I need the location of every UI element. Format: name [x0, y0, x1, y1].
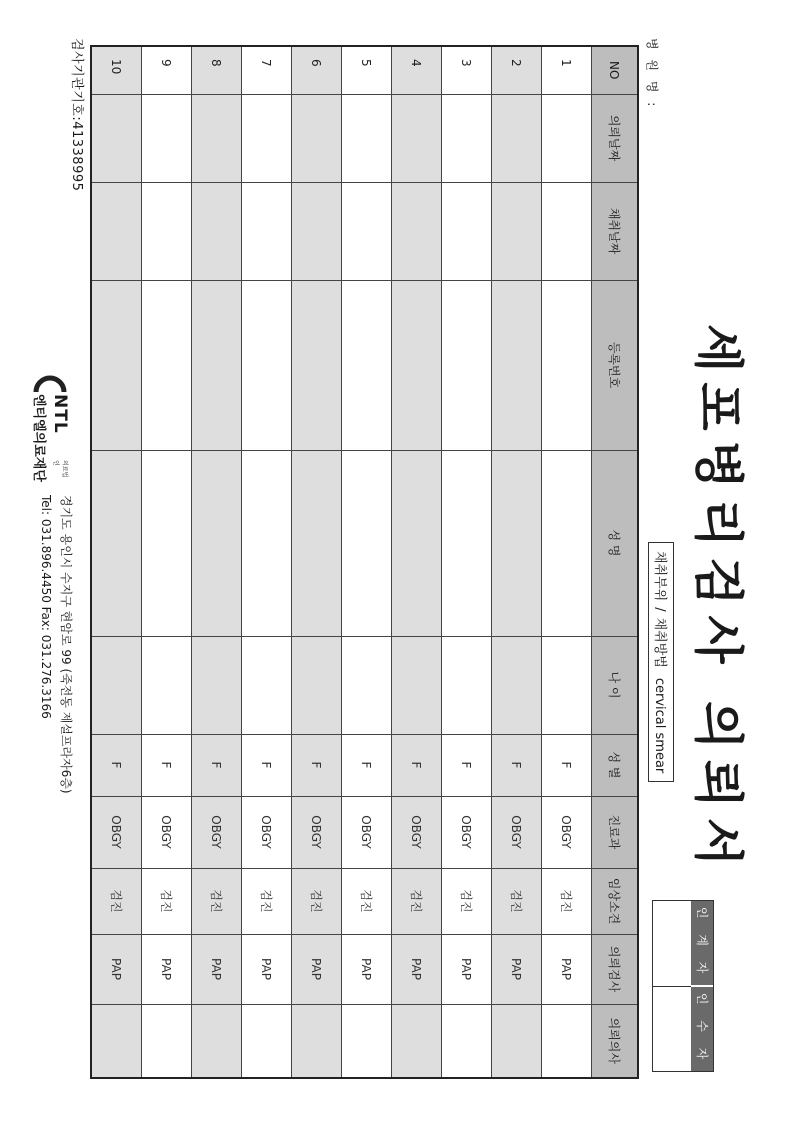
- table-row: [342, 46, 392, 1078]
- registration-no-cell[interactable]: [292, 280, 342, 450]
- requested-test-cell: PAP: [91, 934, 142, 1004]
- sex-cell: F: [542, 734, 592, 796]
- col-header-age: 나 이: [592, 636, 639, 734]
- department-cell: OBGY: [192, 796, 242, 868]
- requested-test-cell: PAP: [542, 934, 592, 1004]
- age-cell[interactable]: [142, 636, 192, 734]
- registration-no-cell[interactable]: [542, 280, 592, 450]
- col-header-request-date: 의뢰날짜: [592, 94, 639, 182]
- request-date-cell[interactable]: [192, 94, 242, 182]
- requested-test-cell: PAP: [442, 934, 492, 1004]
- requested-test-cell: PAP: [492, 934, 542, 1004]
- age-cell[interactable]: [442, 636, 492, 734]
- sex-cell: F: [91, 734, 142, 796]
- collection-date-cell[interactable]: [242, 182, 292, 280]
- registration-no-cell[interactable]: [342, 280, 392, 450]
- clinical-findings-cell: 검진: [492, 868, 542, 934]
- department-cell: OBGY: [242, 796, 292, 868]
- clinical-findings-cell: 검진: [342, 868, 392, 934]
- registration-no-cell[interactable]: [142, 280, 192, 450]
- row-no: 1: [542, 46, 592, 94]
- acceptor-signature-field[interactable]: [653, 987, 691, 1072]
- row-no: 10: [91, 46, 142, 94]
- handover-box: [652, 900, 714, 1072]
- name-cell[interactable]: [292, 450, 342, 636]
- clinical-findings-cell: 검진: [392, 868, 442, 934]
- age-cell[interactable]: [242, 636, 292, 734]
- table-row: [142, 46, 192, 1078]
- requested-test-cell: PAP: [392, 934, 442, 1004]
- department-cell: OBGY: [392, 796, 442, 868]
- specimen-site-label: 채취부위: [652, 551, 667, 602]
- collection-date-cell[interactable]: [492, 182, 542, 280]
- col-header-clinical-findings: 임상소견: [592, 868, 639, 934]
- age-cell[interactable]: [492, 636, 542, 734]
- department-cell: OBGY: [342, 796, 392, 868]
- sex-cell: F: [142, 734, 192, 796]
- clinical-findings-cell: 검진: [142, 868, 192, 934]
- receiver-label: 인 계 자: [691, 901, 713, 987]
- logo-brand: NTL: [50, 394, 70, 434]
- department-cell: OBGY: [442, 796, 492, 868]
- registration-no-cell[interactable]: [91, 280, 142, 450]
- requesting-doctor-cell[interactable]: [292, 1004, 342, 1078]
- registration-no-cell[interactable]: [492, 280, 542, 450]
- request-date-cell[interactable]: [292, 94, 342, 182]
- row-no: 8: [192, 46, 242, 94]
- requested-test-cell: PAP: [192, 934, 242, 1004]
- department-cell: OBGY: [142, 796, 192, 868]
- clinical-findings-cell: 검진: [442, 868, 492, 934]
- collection-date-cell[interactable]: [542, 182, 592, 280]
- department-cell: OBGY: [542, 796, 592, 868]
- requesting-doctor-cell[interactable]: [242, 1004, 292, 1078]
- collection-date-cell[interactable]: [142, 182, 192, 280]
- institution-code: 검사기관기호:41338995: [69, 38, 84, 192]
- sex-cell: F: [392, 734, 442, 796]
- collection-date-cell[interactable]: [91, 182, 142, 280]
- form-title: 세포병리검사 의뢰서: [689, 323, 747, 877]
- row-no: 6: [292, 46, 342, 94]
- table-row: [542, 46, 592, 1078]
- row-no: 4: [392, 46, 442, 94]
- name-cell[interactable]: [492, 450, 542, 636]
- name-cell[interactable]: [542, 450, 592, 636]
- request-date-cell[interactable]: [142, 94, 192, 182]
- sex-cell: F: [242, 734, 292, 796]
- request-date-cell[interactable]: [442, 94, 492, 182]
- specimen-separator: /: [652, 607, 667, 612]
- row-no: 5: [342, 46, 392, 94]
- row-no: 9: [142, 46, 192, 94]
- registration-no-cell[interactable]: [242, 280, 292, 450]
- age-cell[interactable]: [192, 636, 242, 734]
- requesting-doctor-cell[interactable]: [392, 1004, 442, 1078]
- row-no: 2: [492, 46, 542, 94]
- request-date-cell[interactable]: [542, 94, 592, 182]
- requesting-doctor-cell[interactable]: [91, 1004, 142, 1078]
- request-date-cell[interactable]: [392, 94, 442, 182]
- col-header-name: 성 명: [592, 450, 639, 636]
- col-header-no: NO: [592, 46, 639, 94]
- sex-cell: F: [192, 734, 242, 796]
- age-cell[interactable]: [392, 636, 442, 734]
- table-row: [392, 46, 442, 1078]
- specimen-method-label: 채취방법: [652, 617, 667, 668]
- clinical-findings-cell: 검진: [242, 868, 292, 934]
- requesting-doctor-cell[interactable]: [342, 1004, 392, 1078]
- receiver-signature-field[interactable]: [653, 901, 691, 987]
- requesting-doctor-cell[interactable]: [442, 1004, 492, 1078]
- registration-no-cell[interactable]: [192, 280, 242, 450]
- name-cell[interactable]: [392, 450, 442, 636]
- specimen-value: cervical smear: [652, 677, 667, 774]
- ntl-logo: [26, 372, 74, 482]
- handover-signature-area: [653, 901, 691, 1071]
- request-date-cell[interactable]: [242, 94, 292, 182]
- col-header-department: 진료과: [592, 796, 639, 868]
- requested-test-cell: PAP: [142, 934, 192, 1004]
- clinical-findings-cell: 검진: [292, 868, 342, 934]
- collection-date-cell[interactable]: [442, 182, 492, 280]
- acceptor-label: 인 수 자: [695, 992, 709, 1066]
- specimen-info-box: [648, 542, 674, 782]
- sex-cell: F: [442, 734, 492, 796]
- footer-address: 경기도 용인시 수지구 현암로 99 (죽전동 제설프라자6층): [59, 495, 73, 794]
- col-header-requested-test: 의뢰검사: [592, 934, 639, 1004]
- name-cell[interactable]: [192, 450, 242, 636]
- handover-header: [691, 901, 713, 1071]
- col-header-requesting-doctor: 의뢰의사: [592, 1004, 639, 1078]
- logo-small-text: 의료법인: [52, 460, 68, 478]
- col-header-sex: 성 별: [592, 734, 639, 796]
- row-no: 7: [242, 46, 292, 94]
- age-cell[interactable]: [342, 636, 392, 734]
- logo-foundation-name: 엔티엘의료재단: [31, 394, 46, 482]
- registration-no-cell[interactable]: [442, 280, 492, 450]
- requesting-doctor-cell[interactable]: [542, 1004, 592, 1078]
- collection-date-cell[interactable]: [192, 182, 242, 280]
- name-cell[interactable]: [442, 450, 492, 636]
- department-cell: OBGY: [492, 796, 542, 868]
- requested-test-cell: PAP: [242, 934, 292, 1004]
- sex-cell: F: [492, 734, 542, 796]
- request-date-cell[interactable]: [492, 94, 542, 182]
- table-row: [91, 46, 142, 1078]
- request-date-cell[interactable]: [342, 94, 392, 182]
- table-row: [292, 46, 342, 1078]
- requested-test-cell: PAP: [342, 934, 392, 1004]
- table-row: [242, 46, 292, 1078]
- name-cell[interactable]: [242, 450, 292, 636]
- requesting-doctor-cell[interactable]: [192, 1004, 242, 1078]
- hospital-name-label: 병 원 명 :: [645, 38, 659, 110]
- name-cell[interactable]: [342, 450, 392, 636]
- department-cell: OBGY: [292, 796, 342, 868]
- col-header-registration-no: 등록번호: [592, 280, 639, 450]
- sex-cell: F: [292, 734, 342, 796]
- row-no: 3: [442, 46, 492, 94]
- registration-no-cell[interactable]: [392, 280, 442, 450]
- request-table: [90, 45, 639, 1079]
- clinical-findings-cell: 검진: [192, 868, 242, 934]
- name-cell[interactable]: [142, 450, 192, 636]
- table-row: [192, 46, 242, 1078]
- collection-date-cell[interactable]: [392, 182, 442, 280]
- footer-contact: Tel: 031.896.4450 Fax: 031.276.3166: [39, 495, 53, 719]
- collection-date-cell[interactable]: [292, 182, 342, 280]
- age-cell[interactable]: [542, 636, 592, 734]
- requesting-doctor-cell[interactable]: [142, 1004, 192, 1078]
- department-cell: OBGY: [91, 796, 142, 868]
- table-row: [492, 46, 542, 1078]
- col-header-collection-date: 채취날짜: [592, 182, 639, 280]
- clinical-findings-cell: 검진: [542, 868, 592, 934]
- table-header-row: [592, 46, 639, 1078]
- clinical-findings-cell: 검진: [91, 868, 142, 934]
- name-cell[interactable]: [91, 450, 142, 636]
- collection-date-cell[interactable]: [342, 182, 392, 280]
- sex-cell: F: [342, 734, 392, 796]
- age-cell[interactable]: [91, 636, 142, 734]
- request-date-cell[interactable]: [91, 94, 142, 182]
- table-row: [442, 46, 492, 1078]
- footer-address-block: [36, 495, 76, 794]
- requested-test-cell: PAP: [292, 934, 342, 1004]
- requesting-doctor-cell[interactable]: [492, 1004, 542, 1078]
- age-cell[interactable]: [292, 636, 342, 734]
